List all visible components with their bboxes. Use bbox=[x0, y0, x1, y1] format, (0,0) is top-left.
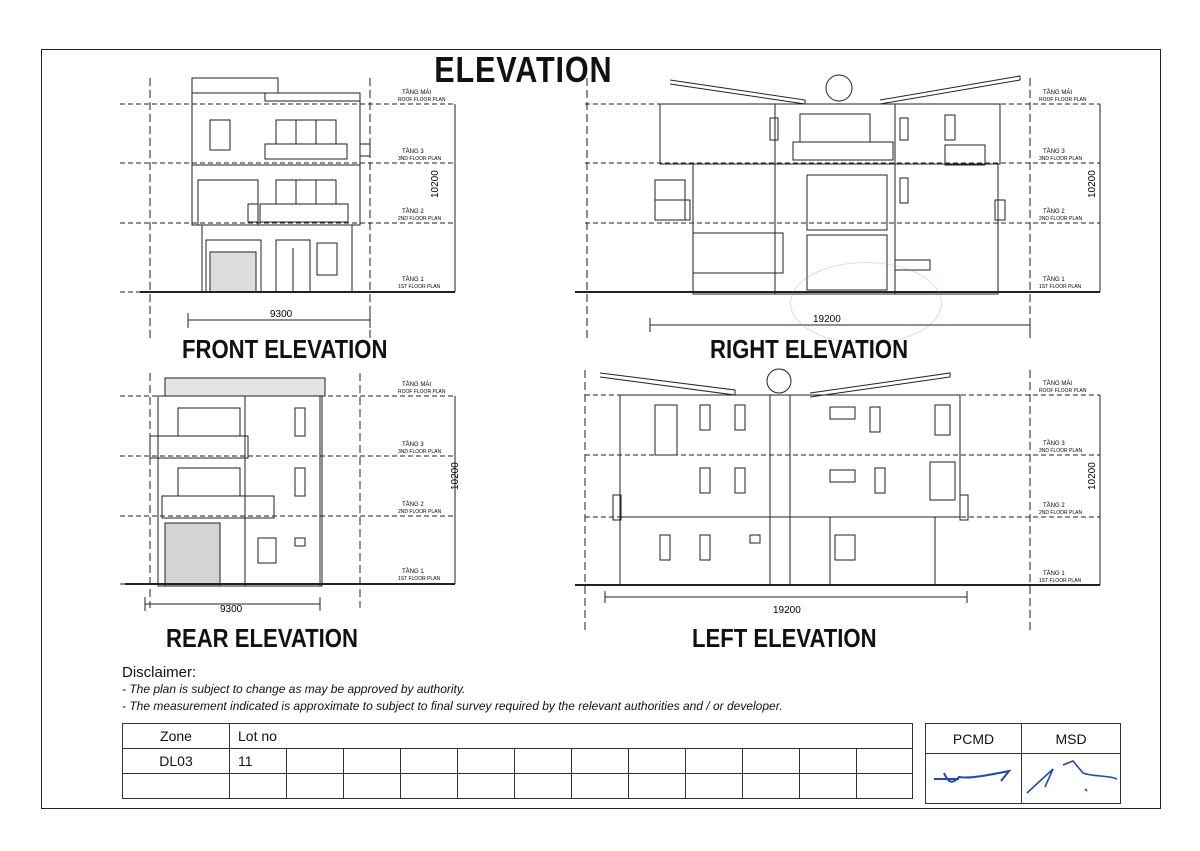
disclaimer-heading: Disclaimer: bbox=[122, 664, 197, 681]
page-title: ELEVATION bbox=[434, 49, 613, 90]
lot-value: 11 bbox=[230, 749, 287, 774]
level-label: 3ND FLOOR PLAN bbox=[1039, 448, 1083, 454]
level-label: 1ST FLOOR PLAN bbox=[1039, 284, 1082, 290]
right-height-dim: 10200 bbox=[1087, 170, 1098, 198]
level-label: TẦNG 3 bbox=[402, 442, 424, 448]
pcmd-header: PCMD bbox=[926, 724, 1022, 754]
level-label: ROOF FLOOR PLAN bbox=[398, 389, 446, 395]
level-label: TẦNG 3 bbox=[1043, 149, 1065, 155]
level-label: ROOF FLOOR PLAN bbox=[398, 97, 446, 103]
level-label: TẦNG 2 bbox=[402, 209, 424, 215]
lot-table bbox=[122, 723, 913, 799]
level-label: TẦNG 3 bbox=[402, 149, 424, 155]
front-elevation-title: FRONT ELEVATION bbox=[182, 334, 388, 364]
front-elevation-drawing bbox=[110, 70, 510, 340]
level-label: 1ST FLOOR PLAN bbox=[1039, 578, 1082, 584]
msd-signature bbox=[1022, 754, 1121, 804]
official-stamp bbox=[790, 262, 942, 344]
rear-height-dim: 10200 bbox=[450, 462, 461, 490]
zone-header: Zone bbox=[123, 724, 230, 749]
level-label: TẦNG 1 bbox=[402, 569, 424, 575]
level-label: TẦNG 1 bbox=[1043, 571, 1065, 577]
level-label: ROOF FLOOR PLAN bbox=[1039, 388, 1087, 394]
rear-width-dim: 9300 bbox=[220, 604, 243, 615]
msd-header: MSD bbox=[1022, 724, 1121, 754]
front-width-dim: 9300 bbox=[270, 309, 293, 320]
level-label: 2ND FLOOR PLAN bbox=[398, 509, 442, 515]
level-label: 2ND FLOOR PLAN bbox=[1039, 510, 1083, 516]
pcmd-signature-mark bbox=[929, 757, 1019, 797]
left-elevation-drawing bbox=[575, 365, 1115, 630]
level-label: 3ND FLOOR PLAN bbox=[1039, 156, 1083, 162]
msd-signature-mark bbox=[1023, 755, 1119, 799]
left-width-dim: 19200 bbox=[773, 605, 801, 616]
rear-elevation-drawing bbox=[110, 368, 510, 628]
left-elevation-title: LEFT ELEVATION bbox=[692, 623, 877, 653]
right-width-dim: 19200 bbox=[813, 314, 841, 325]
level-label: 2ND FLOOR PLAN bbox=[398, 216, 442, 222]
front-height-dim: 10200 bbox=[430, 170, 441, 198]
level-label: TẦNG 3 bbox=[1043, 441, 1065, 447]
level-label: 3ND FLOOR PLAN bbox=[398, 156, 442, 162]
level-label: 1ST FLOOR PLAN bbox=[398, 576, 441, 582]
approval-table bbox=[925, 723, 1121, 804]
disclaimer-line: - The plan is subject to change as may be approved by authority. bbox=[122, 682, 466, 696]
lot-header: Lot no bbox=[230, 724, 913, 749]
level-label: TẦNG 1 bbox=[402, 277, 424, 283]
level-label: TẦNG 1 bbox=[1043, 277, 1065, 283]
level-label: TẦNG MÁI bbox=[1043, 381, 1073, 387]
level-label: 3ND FLOOR PLAN bbox=[398, 449, 442, 455]
level-label: TẦNG MÁI bbox=[402, 382, 432, 388]
level-label: 1ST FLOOR PLAN bbox=[398, 284, 441, 290]
pcmd-signature bbox=[926, 754, 1022, 804]
disclaimer-line: - The measurement indicated is approximate to subject to final survey required by the relevant authorities and / or developer. bbox=[122, 699, 783, 713]
level-label: TẦNG MÁI bbox=[1043, 90, 1073, 96]
level-label: TẦNG 2 bbox=[1043, 209, 1065, 215]
level-label: TẦNG MÁI bbox=[402, 90, 432, 96]
left-height-dim: 10200 bbox=[1087, 462, 1098, 490]
level-label: ROOF FLOOR PLAN bbox=[1039, 97, 1087, 103]
level-label: TẦNG 2 bbox=[402, 502, 424, 508]
rear-elevation-title: REAR ELEVATION bbox=[166, 623, 358, 653]
disclaimer bbox=[122, 664, 783, 715]
level-label: 2ND FLOOR PLAN bbox=[1039, 216, 1083, 222]
zone-value: DL03 bbox=[123, 749, 230, 774]
level-label: TẦNG 2 bbox=[1043, 503, 1065, 509]
right-elevation-title: RIGHT ELEVATION bbox=[710, 334, 909, 364]
